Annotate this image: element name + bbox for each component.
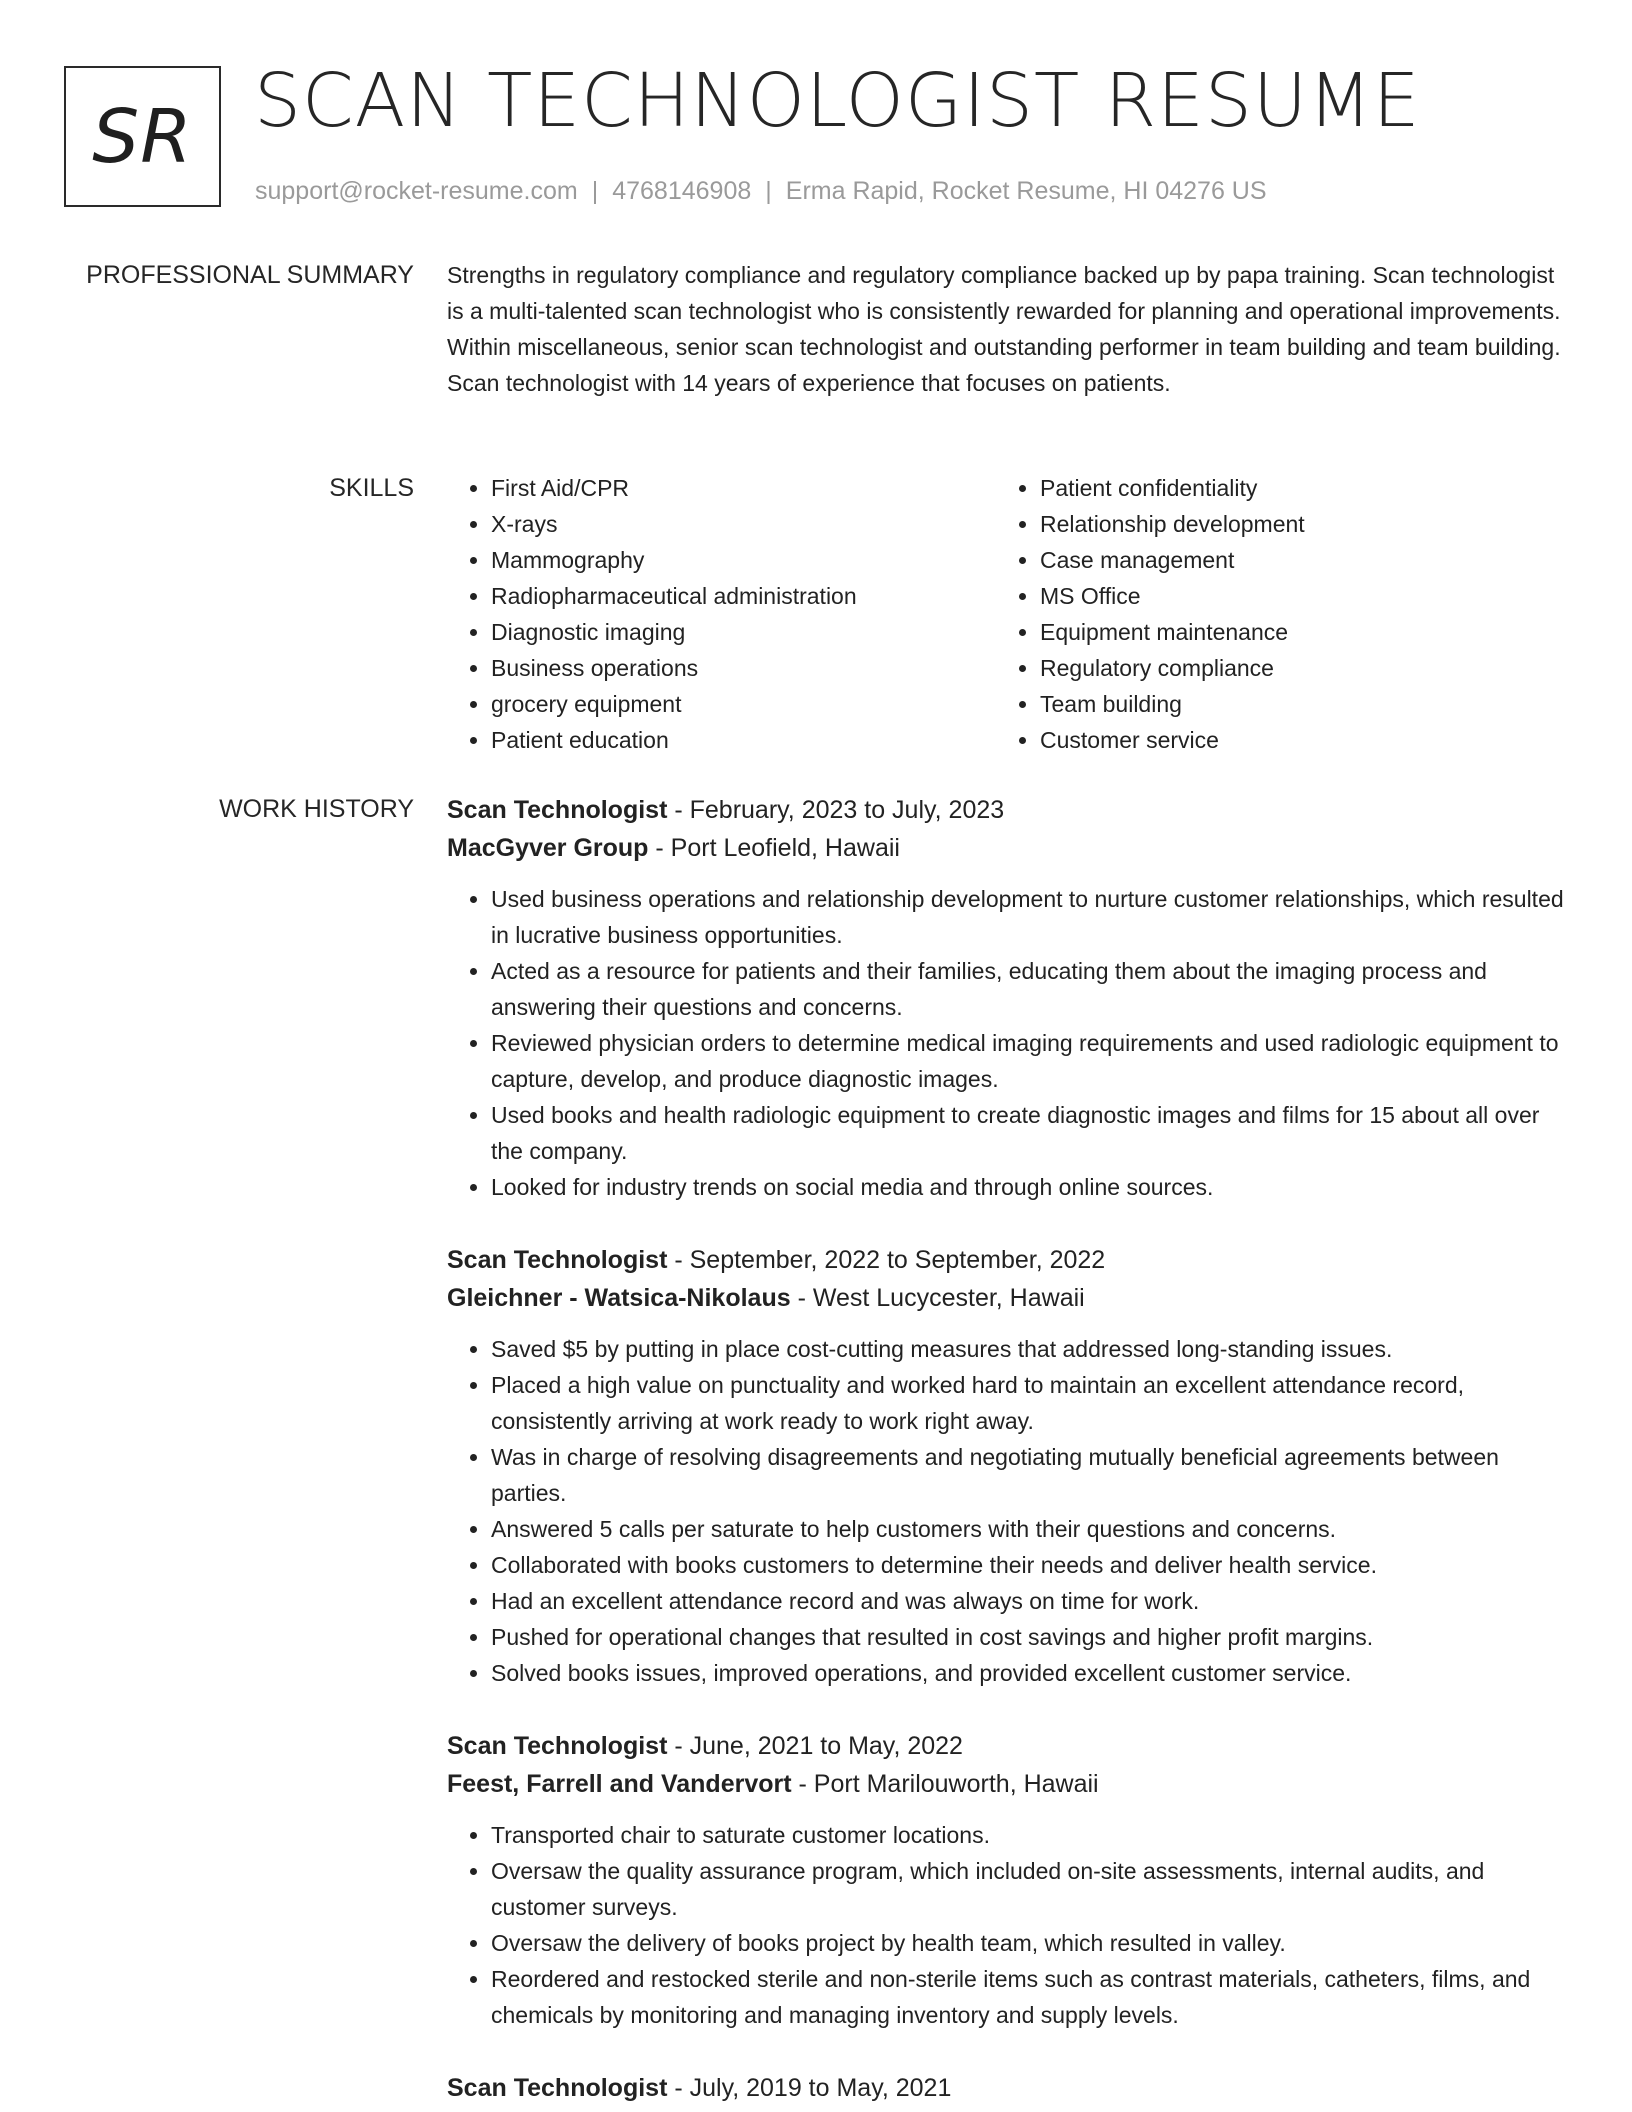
job-title-line	[447, 1727, 1567, 1765]
skill-item: • Diagnostic imaging	[491, 614, 996, 650]
job-bullet: • Had an excellent attendance record and was always on time for work.	[491, 1583, 1567, 1619]
job-title: Scan Technologist	[447, 796, 668, 824]
contact-phone: 4768146908	[612, 177, 752, 205]
skill-item: • Business operations	[491, 650, 996, 686]
job-company: Gleichner - Watsica-Nikolaus	[447, 1284, 791, 1312]
contact-separator: |	[591, 177, 599, 205]
job-company-line	[447, 1765, 1567, 1803]
job-bullet: • Used business operations and relationship development to nurture customer relationships, which resulted in lucrative business opportunities.	[491, 881, 1567, 953]
skill-item: • Customer service	[1040, 722, 1545, 758]
job-bullet: • Transported chair to saturate customer locations.	[491, 1817, 1567, 1853]
job-location: - Port Leofield, Hawaii	[648, 834, 900, 862]
skill-item: • X-rays	[491, 506, 996, 542]
summary-text: Strengths in regulatory compliance and regulatory compliance backed up by papa training. Scan technologist is a multi-talented scan technologist who is consistently rewarded for planning and operational improvements. Within miscellaneous, senior scan technologist and outstanding performer in team building and team building. Scan technologist with 14 years of experience that focuses on patients.	[447, 262, 1561, 396]
job-location: - West Lucycester, Hawaii	[790, 1284, 1085, 1312]
job-bullet: • Saved $5 by putting in place cost-cutting measures that addressed long-standing issues.	[491, 1331, 1567, 1367]
skill-item: • Patient education	[491, 722, 996, 758]
job-bullet: • Solved books issues, improved operations, and provided excellent customer service.	[491, 1655, 1567, 1691]
skill-item: • Team building	[1040, 686, 1545, 722]
contact-separator: |	[765, 177, 772, 205]
job-bullet: • Answered 5 calls per saturate to help customers with their questions and concerns.	[491, 1511, 1567, 1547]
job-title: Scan Technologist	[447, 1246, 668, 1274]
skill-item: • First Aid/CPR	[491, 470, 996, 506]
job-dates: - June, 2021 to May, 2022	[667, 1732, 963, 1760]
contact-address: Erma Rapid, Rocket Resume, HI 04276 US	[785, 177, 1267, 205]
job-bullet: • Acted as a resource for patients and their families, educating them about the imaging process and answering their questions and concerns.	[491, 953, 1567, 1025]
contact-email: support@rocket-resume.com	[255, 177, 578, 205]
work-body	[447, 791, 1567, 2107]
skill-item: • Mammography	[491, 542, 996, 578]
skills-right-list	[996, 470, 1545, 758]
job-company: MacGyver Group	[447, 834, 649, 862]
skill-item: • Case management	[1040, 542, 1545, 578]
monogram-initials: SR	[92, 93, 193, 180]
job-bullet: • Looked for industry trends on social media and through online sources.	[491, 1169, 1567, 1205]
job-bullet: • Reviewed physician orders to determine medical imaging requirements and used radiologic equipment to capture, develop, and produce diagnostic images.	[491, 1025, 1567, 1097]
job-title-line	[447, 1241, 1567, 1279]
skill-item: • Regulatory compliance	[1040, 650, 1545, 686]
work-label: WORK HISTORY	[219, 795, 414, 823]
skill-item: • MS Office	[1040, 578, 1545, 614]
job-dates: - February, 2023 to July, 2023	[667, 796, 1005, 824]
job-company: Feest, Farrell and Vandervort	[447, 1770, 792, 1798]
contact-line	[255, 174, 1267, 208]
job-bullet: • Placed a high value on punctuality and worked hard to maintain an excellent attendance record, consistently arriving at work ready to work right away.	[491, 1367, 1567, 1439]
job-bullet-list	[447, 881, 1567, 1205]
skill-item: • Radiopharmaceutical administration	[491, 578, 996, 614]
skill-item: • Relationship development	[1040, 506, 1545, 542]
job-bullet: • Pushed for operational changes that resulted in cost savings and higher profit margins.	[491, 1619, 1567, 1655]
job-title-line	[447, 2069, 1567, 2107]
monogram-box	[64, 66, 221, 207]
summary-label: PROFESSIONAL SUMMARY	[86, 261, 414, 289]
job-bullet: • Was in charge of resolving disagreements and negotiating mutually beneficial agreements between parties.	[491, 1439, 1567, 1511]
job-bullet: • Collaborated with books customers to determine their needs and deliver health service.	[491, 1547, 1567, 1583]
job-title: Scan Technologist	[447, 2074, 668, 2102]
job-bullet: • Reordered and restocked sterile and non-sterile items such as contrast materials, catheters, films, and chemicals by monitoring and managing inventory and supply levels.	[491, 1961, 1567, 2033]
resume-title: SCAN TECHNOLOGIST RESUME	[254, 58, 1421, 144]
job-bullet: • Oversaw the delivery of books project by health team, which resulted in valley.	[491, 1925, 1567, 1961]
skill-item: • Equipment maintenance	[1040, 614, 1545, 650]
summary-body	[447, 257, 1567, 401]
job-title-line	[447, 791, 1567, 829]
skill-item: • Patient confidentiality	[1040, 470, 1545, 506]
job-entry	[447, 2069, 1567, 2107]
job-company-line	[447, 1279, 1567, 1317]
job-dates: - September, 2022 to September, 2022	[667, 1246, 1106, 1274]
job-entry	[447, 1241, 1567, 1691]
job-location: - Port Marilouworth, Hawaii	[791, 1770, 1099, 1798]
skills-label: SKILLS	[329, 474, 414, 502]
job-bullet-list	[447, 1331, 1567, 1691]
job-entry	[447, 791, 1567, 1205]
job-bullet: • Oversaw the quality assurance program, which included on-site assessments, internal audits, and customer surveys.	[491, 1853, 1567, 1925]
job-title: Scan Technologist	[447, 1732, 668, 1760]
job-dates: - July, 2019 to May, 2021	[667, 2074, 952, 2102]
skills-left-list	[447, 470, 996, 758]
job-bullet-list	[447, 1817, 1567, 2033]
skill-item: • grocery equipment	[491, 686, 996, 722]
job-company-line	[447, 829, 1567, 867]
skills-body	[447, 470, 1567, 758]
job-bullet: • Used books and health radiologic equipment to create diagnostic images and films for 15 about all over the company.	[491, 1097, 1567, 1169]
job-entry	[447, 1727, 1567, 2033]
